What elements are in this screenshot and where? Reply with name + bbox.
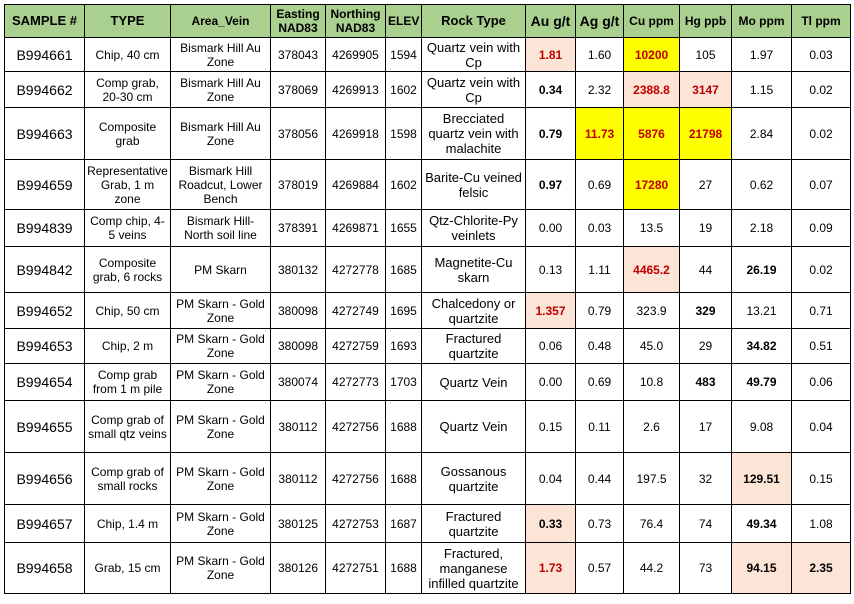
cell-ag: 0.69 (576, 160, 624, 210)
cell-tl: 0.51 (792, 329, 851, 364)
cell-tl: 0.06 (792, 364, 851, 401)
cell-sample: B994842 (5, 247, 85, 293)
cell-area: Bismark Hill-North soil line (171, 210, 271, 247)
cell-northing: 4269905 (326, 38, 386, 72)
cell-sample: B994662 (5, 72, 85, 108)
cell-hg: 27 (680, 160, 732, 210)
cell-area: PM Skarn (171, 247, 271, 293)
cell-rock-type: Qtz-Chlorite-Py veinlets (422, 210, 526, 247)
cell-ag: 11.73 (576, 108, 624, 160)
cell-ag: 0.03 (576, 210, 624, 247)
cell-type: Chip, 50 cm (85, 293, 171, 329)
cell-elev: 1693 (386, 329, 422, 364)
cell-sample: B994652 (5, 293, 85, 329)
cell-hg: 329 (680, 293, 732, 329)
cell-rock-type: Fractured quartzite (422, 329, 526, 364)
cell-elev: 1598 (386, 108, 422, 160)
cell-type: Chip, 1.4 m (85, 505, 171, 543)
cell-hg: 32 (680, 453, 732, 505)
cell-elev: 1695 (386, 293, 422, 329)
header-mo: Mo ppm (732, 5, 792, 38)
cell-northing: 4269871 (326, 210, 386, 247)
cell-au: 1.357 (526, 293, 576, 329)
cell-mo: 49.79 (732, 364, 792, 401)
cell-tl: 0.02 (792, 247, 851, 293)
header-area-vein: Area_Vein (171, 5, 271, 38)
header-type: TYPE (85, 5, 171, 38)
cell-easting: 378043 (271, 38, 326, 72)
cell-type: Composite grab, 6 rocks (85, 247, 171, 293)
cell-elev: 1688 (386, 453, 422, 505)
cell-area: PM Skarn - Gold Zone (171, 329, 271, 364)
cell-northing: 4272756 (326, 453, 386, 505)
cell-mo: 2.18 (732, 210, 792, 247)
cell-mo: 1.15 (732, 72, 792, 108)
cell-mo: 129.51 (732, 453, 792, 505)
header-rock-type: Rock Type (422, 5, 526, 38)
header-ag: Ag g/t (576, 5, 624, 38)
cell-cu: 17280 (624, 160, 680, 210)
cell-rock-type: Quartz vein with Cp (422, 72, 526, 108)
cell-sample: B994656 (5, 453, 85, 505)
cell-au: 0.79 (526, 108, 576, 160)
cell-hg: 483 (680, 364, 732, 401)
cell-tl: 1.08 (792, 505, 851, 543)
cell-northing: 4272773 (326, 364, 386, 401)
table-row (5, 247, 851, 293)
cell-rock-type: Fractured quartzite (422, 505, 526, 543)
header-easting: Easting NAD83 (271, 5, 326, 38)
cell-cu: 13.5 (624, 210, 680, 247)
cell-mo: 1.97 (732, 38, 792, 72)
cell-au: 1.81 (526, 38, 576, 72)
cell-rock-type: Fractured, manganese infilled quartzite (422, 543, 526, 594)
header-hg: Hg ppb (680, 5, 732, 38)
cell-easting: 380074 (271, 364, 326, 401)
cell-northing: 4272778 (326, 247, 386, 293)
table-row (5, 453, 851, 505)
cell-elev: 1685 (386, 247, 422, 293)
cell-cu: 10200 (624, 38, 680, 72)
cell-area: Bismark Hill Au Zone (171, 108, 271, 160)
cell-elev: 1602 (386, 72, 422, 108)
table-row (5, 38, 851, 72)
cell-ag: 1.60 (576, 38, 624, 72)
cell-hg: 73 (680, 543, 732, 594)
cell-northing: 4269884 (326, 160, 386, 210)
cell-au: 0.33 (526, 505, 576, 543)
cell-au: 0.00 (526, 210, 576, 247)
cell-elev: 1688 (386, 543, 422, 594)
cell-easting: 380112 (271, 401, 326, 453)
cell-au: 0.06 (526, 329, 576, 364)
cell-sample: B994654 (5, 364, 85, 401)
header-tl: Tl ppm (792, 5, 851, 38)
cell-rock-type: Barite-Cu veined felsic (422, 160, 526, 210)
cell-northing: 4272749 (326, 293, 386, 329)
header-elev: ELEV (386, 5, 422, 38)
cell-mo: 9.08 (732, 401, 792, 453)
cell-mo: 26.19 (732, 247, 792, 293)
cell-hg: 44 (680, 247, 732, 293)
cell-sample: B994663 (5, 108, 85, 160)
cell-type: Comp grab from 1 m pile (85, 364, 171, 401)
cell-rock-type: Quartz Vein (422, 401, 526, 453)
cell-hg: 17 (680, 401, 732, 453)
cell-au: 0.00 (526, 364, 576, 401)
table-row (5, 401, 851, 453)
cell-au: 0.04 (526, 453, 576, 505)
cell-au: 0.15 (526, 401, 576, 453)
cell-tl: 0.07 (792, 160, 851, 210)
cell-elev: 1602 (386, 160, 422, 210)
cell-sample: B994658 (5, 543, 85, 594)
cell-northing: 4272753 (326, 505, 386, 543)
cell-elev: 1594 (386, 38, 422, 72)
cell-cu: 10.8 (624, 364, 680, 401)
cell-area: Bismark Hill Au Zone (171, 38, 271, 72)
cell-area: PM Skarn - Gold Zone (171, 505, 271, 543)
cell-cu: 323.9 (624, 293, 680, 329)
cell-northing: 4272759 (326, 329, 386, 364)
cell-ag: 0.44 (576, 453, 624, 505)
cell-au: 0.97 (526, 160, 576, 210)
table-row (5, 108, 851, 160)
header-cu: Cu ppm (624, 5, 680, 38)
cell-tl: 0.02 (792, 72, 851, 108)
cell-sample: B994839 (5, 210, 85, 247)
cell-type: Grab, 15 cm (85, 543, 171, 594)
table-row (5, 543, 851, 594)
cell-cu: 45.0 (624, 329, 680, 364)
cell-tl: 0.04 (792, 401, 851, 453)
cell-ag: 0.48 (576, 329, 624, 364)
cell-elev: 1687 (386, 505, 422, 543)
cell-cu: 76.4 (624, 505, 680, 543)
cell-cu: 4465.2 (624, 247, 680, 293)
cell-tl: 0.15 (792, 453, 851, 505)
cell-ag: 0.11 (576, 401, 624, 453)
cell-hg: 21798 (680, 108, 732, 160)
cell-type: Comp grab of small rocks (85, 453, 171, 505)
cell-sample: B994655 (5, 401, 85, 453)
cell-ag: 0.69 (576, 364, 624, 401)
cell-easting: 378019 (271, 160, 326, 210)
cell-cu: 2.6 (624, 401, 680, 453)
cell-hg: 19 (680, 210, 732, 247)
cell-mo: 0.62 (732, 160, 792, 210)
header-au: Au g/t (526, 5, 576, 38)
table-row (5, 505, 851, 543)
cell-rock-type: Gossanous quartzite (422, 453, 526, 505)
cell-cu: 44.2 (624, 543, 680, 594)
header-row (5, 5, 851, 38)
cell-rock-type: Magnetite-Cu skarn (422, 247, 526, 293)
cell-area: PM Skarn - Gold Zone (171, 293, 271, 329)
cell-area: PM Skarn - Gold Zone (171, 364, 271, 401)
cell-type: Representative Grab, 1 m zone (85, 160, 171, 210)
cell-rock-type: Quartz vein with Cp (422, 38, 526, 72)
cell-tl: 0.03 (792, 38, 851, 72)
header-northing: Northing NAD83 (326, 5, 386, 38)
cell-ag: 0.79 (576, 293, 624, 329)
cell-elev: 1655 (386, 210, 422, 247)
cell-type: Comp grab of small qtz veins (85, 401, 171, 453)
cell-ag: 1.11 (576, 247, 624, 293)
cell-sample: B994653 (5, 329, 85, 364)
table-row (5, 293, 851, 329)
cell-elev: 1703 (386, 364, 422, 401)
cell-rock-type: Quartz Vein (422, 364, 526, 401)
cell-area: PM Skarn - Gold Zone (171, 453, 271, 505)
header-sample: SAMPLE # (5, 5, 85, 38)
cell-au: 0.13 (526, 247, 576, 293)
cell-mo: 94.15 (732, 543, 792, 594)
cell-tl: 2.35 (792, 543, 851, 594)
cell-ag: 0.57 (576, 543, 624, 594)
cell-tl: 0.09 (792, 210, 851, 247)
cell-au: 1.73 (526, 543, 576, 594)
cell-sample: B994659 (5, 160, 85, 210)
cell-cu: 2388.8 (624, 72, 680, 108)
cell-hg: 74 (680, 505, 732, 543)
cell-cu: 5876 (624, 108, 680, 160)
cell-type: Composite grab (85, 108, 171, 160)
cell-rock-type: Brecciated quartz vein with malachite (422, 108, 526, 160)
cell-tl: 0.02 (792, 108, 851, 160)
cell-mo: 49.34 (732, 505, 792, 543)
cell-northing: 4269913 (326, 72, 386, 108)
cell-northing: 4272751 (326, 543, 386, 594)
cell-sample: B994657 (5, 505, 85, 543)
cell-hg: 29 (680, 329, 732, 364)
cell-easting: 380098 (271, 293, 326, 329)
cell-easting: 380098 (271, 329, 326, 364)
cell-easting: 378391 (271, 210, 326, 247)
cell-mo: 13.21 (732, 293, 792, 329)
cell-easting: 380132 (271, 247, 326, 293)
cell-ag: 2.32 (576, 72, 624, 108)
cell-easting: 380125 (271, 505, 326, 543)
table-row (5, 160, 851, 210)
cell-easting: 378069 (271, 72, 326, 108)
cell-type: Chip, 40 cm (85, 38, 171, 72)
assay-table-container (4, 4, 851, 594)
cell-sample: B994661 (5, 38, 85, 72)
cell-easting: 380112 (271, 453, 326, 505)
assay-results-table (4, 4, 851, 594)
cell-northing: 4272756 (326, 401, 386, 453)
cell-area: PM Skarn - Gold Zone (171, 401, 271, 453)
cell-area: Bismark Hill Roadcut, Lower Bench (171, 160, 271, 210)
cell-cu: 197.5 (624, 453, 680, 505)
table-row (5, 329, 851, 364)
cell-type: Comp chip, 4-5 veins (85, 210, 171, 247)
cell-area: Bismark Hill Au Zone (171, 72, 271, 108)
cell-rock-type: Chalcedony or quartzite (422, 293, 526, 329)
cell-mo: 34.82 (732, 329, 792, 364)
table-row (5, 364, 851, 401)
cell-easting: 380126 (271, 543, 326, 594)
cell-elev: 1688 (386, 401, 422, 453)
cell-au: 0.34 (526, 72, 576, 108)
cell-hg: 3147 (680, 72, 732, 108)
cell-area: PM Skarn - Gold Zone (171, 543, 271, 594)
cell-northing: 4269918 (326, 108, 386, 160)
cell-mo: 2.84 (732, 108, 792, 160)
table-row (5, 72, 851, 108)
cell-ag: 0.73 (576, 505, 624, 543)
table-row (5, 210, 851, 247)
cell-type: Comp grab, 20-30 cm (85, 72, 171, 108)
cell-easting: 378056 (271, 108, 326, 160)
cell-type: Chip, 2 m (85, 329, 171, 364)
cell-hg: 105 (680, 38, 732, 72)
cell-tl: 0.71 (792, 293, 851, 329)
